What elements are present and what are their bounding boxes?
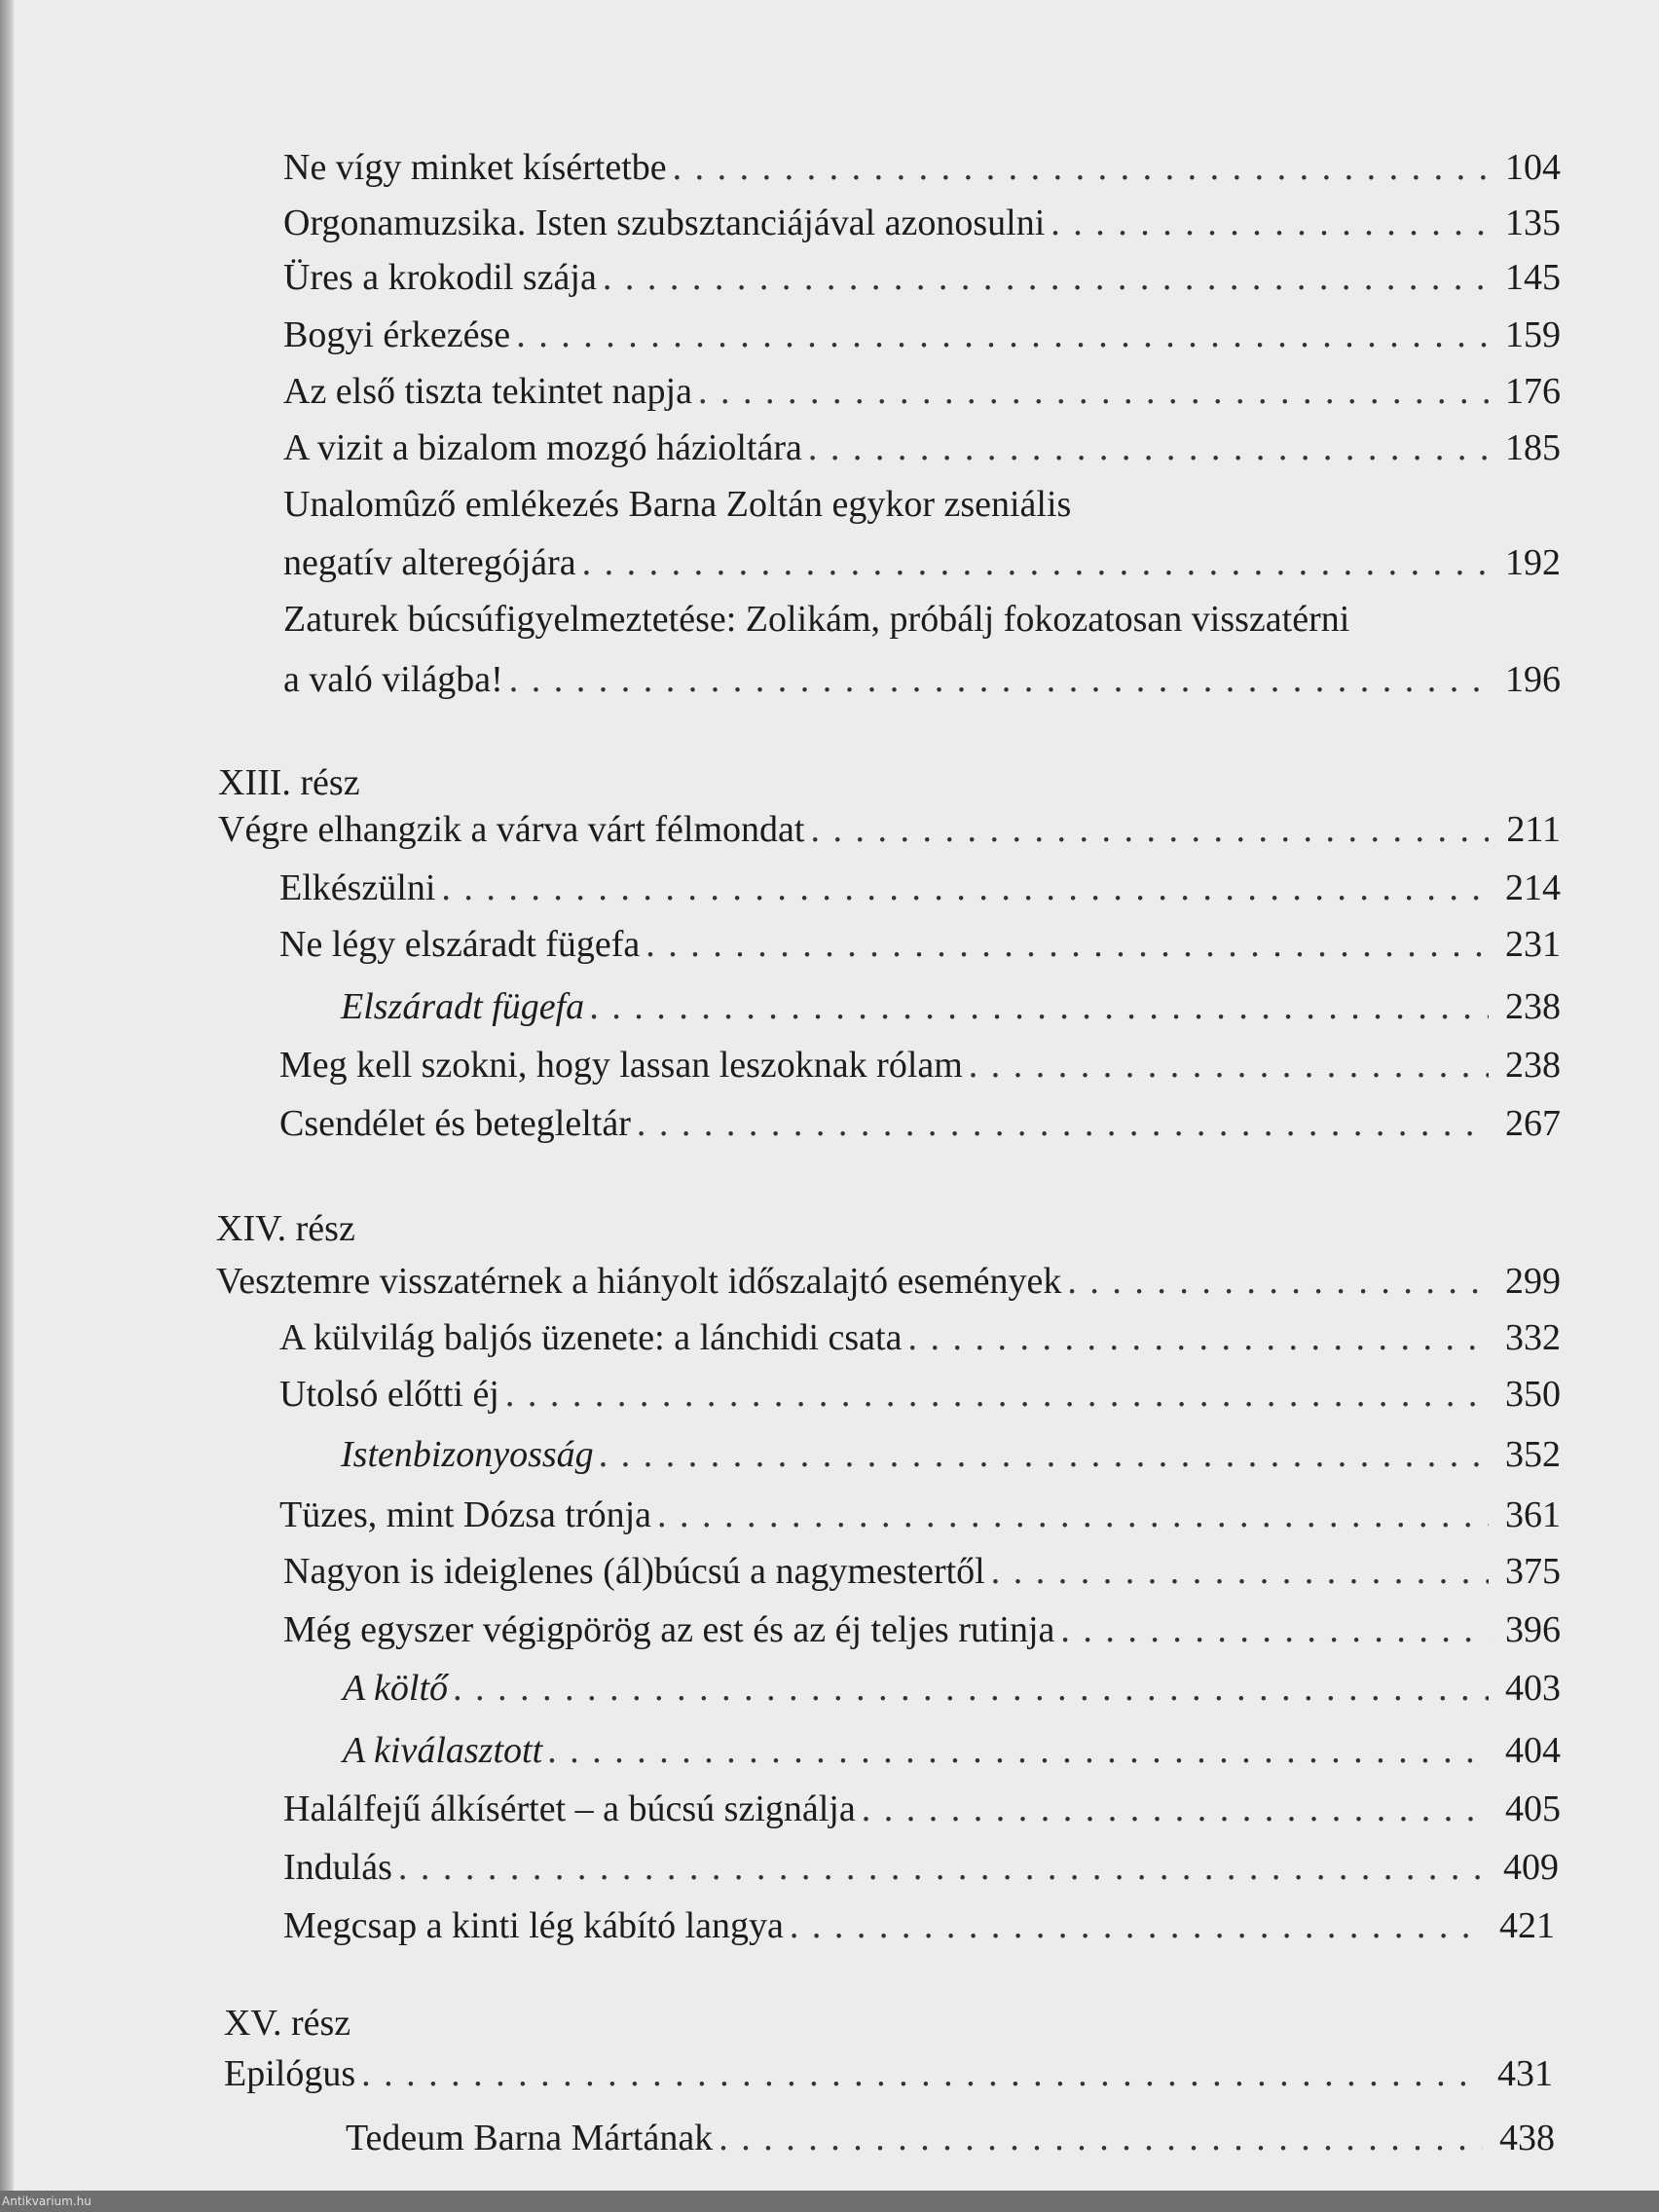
toc-entry: [283, 1844, 1559, 1891]
toc-entry-page: 238: [1505, 986, 1561, 1027]
scan-bottom-strip: [0, 2191, 1659, 2212]
toc-entry-title: Üres a krokodil szája: [283, 257, 597, 298]
toc-entry-page: 231: [1505, 924, 1561, 965]
toc-entry-page: 421: [1499, 1905, 1555, 1946]
toc-entry: [279, 1314, 1561, 1361]
dot-leader: [441, 865, 1489, 911]
dot-leader: [673, 144, 1489, 191]
dot-leader: [991, 1548, 1489, 1595]
toc-entry-title-line1: Unalomûző emlékezés Barna Zoltán egykor zseniális: [283, 484, 1072, 525]
dot-leader: [637, 1100, 1489, 1147]
toc-entry-page: 185: [1505, 427, 1561, 468]
toc-entry: [283, 254, 1561, 301]
toc-entry-title: Vesztemre visszatérnek a hiányolt időszalajtó események: [216, 1261, 1062, 1302]
toc-entry-title: Utolsó előtti éj: [279, 1374, 499, 1415]
toc-entry-page: 238: [1505, 1045, 1561, 1086]
toc-entry: [283, 312, 1561, 358]
dot-leader: [1060, 1606, 1489, 1653]
book-spine-shadow: [0, 0, 14, 2212]
toc-entry-title: Tüzes, mint Dózsa trónja: [279, 1494, 652, 1535]
toc-entry-page: 214: [1505, 867, 1561, 908]
toc-entry: [283, 424, 1561, 471]
toc-entry: [283, 1902, 1555, 1949]
toc-entry: [216, 1258, 1561, 1305]
dot-leader: [808, 424, 1489, 471]
toc-entry: [283, 200, 1561, 246]
dot-leader: [1067, 1258, 1489, 1305]
dot-leader: [509, 656, 1489, 703]
dot-leader: [719, 2115, 1483, 2161]
dot-leader: [548, 1727, 1489, 1774]
toc-entry-title: Istenbizonyosság: [341, 1434, 594, 1475]
toc-entry-title: Elkészülni: [279, 867, 436, 908]
part-heading: XIV. rész: [216, 1208, 355, 1249]
dot-leader: [698, 368, 1489, 415]
dot-leader: [398, 1844, 1487, 1891]
dot-leader: [645, 921, 1489, 968]
toc-entry-title: Nagyon is ideiglenes (ál)búcsú a nagymestertől: [283, 1551, 985, 1592]
toc-entry-page: 196: [1505, 659, 1561, 700]
toc-entry-page: 438: [1499, 2118, 1555, 2158]
toc-entry-title: Epilógus: [224, 2053, 356, 2094]
toc-entry-title: Bogyi érkezése: [283, 314, 511, 355]
toc-entry-title: Végre elhangzik a várva várt félmondat: [218, 809, 805, 850]
toc-entry: [283, 539, 1561, 586]
part-heading: XIII. rész: [218, 762, 360, 803]
toc-entry: [279, 865, 1561, 911]
toc-entry-page: 409: [1503, 1847, 1559, 1888]
toc-entry-page: 431: [1497, 2053, 1553, 2094]
dot-leader: [1051, 200, 1489, 246]
toc-entry-title: A kiválasztott: [343, 1730, 543, 1771]
toc-entry: [341, 1431, 1561, 1478]
toc-entry: [283, 1606, 1561, 1653]
toc-entry: [279, 1042, 1561, 1088]
toc-entry: [341, 983, 1561, 1030]
toc-entry: [343, 1665, 1561, 1712]
part-heading: XV. rész: [224, 2003, 351, 2044]
toc-entry-title: Az első tiszta tekintet napja: [283, 371, 692, 412]
toc-entry: [283, 144, 1561, 191]
toc-entry: [283, 656, 1561, 703]
toc-entry: [283, 1548, 1561, 1595]
toc-entry-page: 332: [1505, 1317, 1561, 1358]
toc-entry-title: Orgonamuzsika. Isten szubsztanciájával azonosulni: [283, 203, 1046, 243]
toc-entry-page: 352: [1505, 1434, 1561, 1475]
dot-leader: [657, 1492, 1489, 1538]
toc-entry-title: Indulás: [283, 1847, 392, 1888]
toc-entry: [224, 2050, 1553, 2097]
dot-leader: [969, 1042, 1489, 1088]
toc-entry-page: 375: [1505, 1551, 1561, 1592]
toc-entry-title: Csendélet és betegleltár: [279, 1103, 631, 1144]
toc-entry: [279, 1492, 1561, 1538]
toc-entry-title: A költő: [343, 1668, 449, 1709]
dot-leader: [790, 1902, 1483, 1949]
toc-entry-title: Halálfejű álkísértet – a búcsú szignálja: [283, 1788, 856, 1829]
toc-entry: [279, 1100, 1561, 1147]
toc-entry-page: 361: [1505, 1494, 1561, 1535]
toc-entry-page: 145: [1505, 257, 1561, 298]
toc-entry-page: 350: [1505, 1374, 1561, 1415]
toc-entry-page: 176: [1505, 371, 1561, 412]
toc-entry-title: Meg kell szokni, hogy lassan leszoknak rólam: [279, 1045, 963, 1086]
toc-entry-title: a való világba!: [283, 659, 503, 700]
dot-leader: [582, 539, 1489, 586]
toc-entry: [283, 368, 1561, 415]
toc-entry-page: 135: [1505, 203, 1561, 243]
toc-entry-title: A külvilág baljós üzenete: a lánchidi csata: [279, 1317, 903, 1358]
toc-entry-page: 211: [1506, 809, 1561, 850]
toc-entry: [218, 806, 1561, 853]
toc-entry-title-line1: Zaturek búcsúfigyelmeztetése: Zolikám, próbálj fokozatosan visszatérni: [283, 599, 1350, 640]
toc-entry: [343, 1727, 1561, 1774]
toc-entry-page: 159: [1505, 314, 1561, 355]
toc-entry-page: 405: [1505, 1788, 1561, 1829]
toc-entry-page: 396: [1505, 1609, 1561, 1650]
toc-entry-title: Ne légy elszáradt fügefa: [279, 924, 641, 965]
toc-entry-title: negatív alteregójára: [283, 542, 576, 583]
toc-entry-page: 267: [1505, 1103, 1561, 1144]
dot-leader: [907, 1314, 1489, 1361]
dot-leader: [454, 1665, 1489, 1712]
toc-entry: [279, 921, 1561, 968]
dot-leader: [862, 1786, 1489, 1832]
dot-leader: [810, 806, 1489, 853]
toc-entry-title: Megcsap a kinti lég kábító langya: [283, 1905, 784, 1946]
toc-entry-page: 192: [1505, 542, 1561, 583]
dot-leader: [516, 312, 1489, 358]
watermark-text: Antikvarium.hu: [2, 2194, 92, 2208]
toc-entry: [279, 1371, 1561, 1418]
dot-leader: [505, 1371, 1489, 1418]
toc-entry: [346, 2115, 1555, 2161]
toc-entry-title: Még egyszer végigpörög az est és az éj teljes rutinja: [283, 1609, 1055, 1650]
toc-entry-title: A vizit a bizalom mozgó házioltára: [283, 427, 802, 468]
toc-entry-page: 299: [1505, 1261, 1561, 1302]
dot-leader: [600, 1431, 1489, 1478]
toc-entry-page: 404: [1505, 1730, 1561, 1771]
toc-entry-page: 104: [1505, 147, 1561, 188]
toc-entry-title: Elszáradt fügefa: [341, 986, 585, 1027]
dot-leader: [603, 254, 1489, 301]
toc-entry: [283, 1786, 1561, 1832]
toc-entry-title: Tedeum Barna Mártának: [346, 2118, 714, 2158]
dot-leader: [361, 2050, 1481, 2097]
toc-entry-page: 403: [1505, 1668, 1561, 1709]
toc-entry-title: Ne vígy minket kísértetbe: [283, 147, 667, 188]
dot-leader: [590, 983, 1489, 1030]
